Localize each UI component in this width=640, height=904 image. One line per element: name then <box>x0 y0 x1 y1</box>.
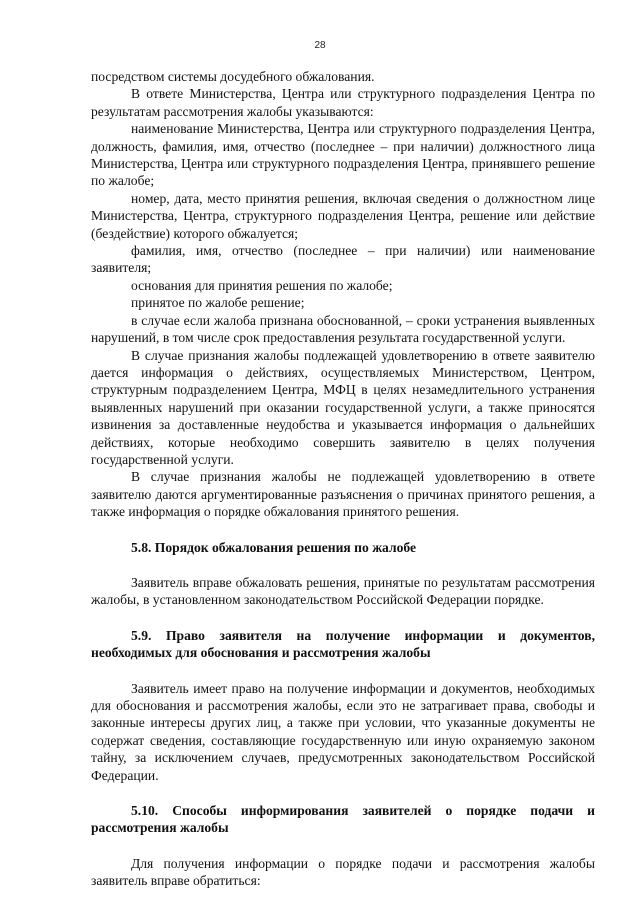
list-item: основания для принятия решения по жалобе; <box>131 277 393 293</box>
list-item: наименование Министерства, Центра или структурного подразделения Центра, должность, фамилия, имя, отчество (последнее – при наличии) должностного лица Министерства, Центра или структурного подразделения Центра, принявшего решение по жалобе; <box>91 121 595 189</box>
paragraph: В ответе Министерства, Центра или структурного подразделения Центра по результатам рассмотрения жалобы указываются: <box>91 86 595 119</box>
section-text-5-10: Для получения информации о порядке подачи и рассмотрения жалобы заявитель вправе обратиться: <box>91 855 595 889</box>
paragraph: В случае признания жалобы не подлежащей удовлетворению в ответе заявителю даются аргументированные разъяснения о причинах принятого решения, а также информация о порядке обжалования принятого решения. <box>91 469 595 520</box>
paragraph: посредством системы досудебного обжалования. <box>91 69 375 84</box>
list-item: номер, дата, место принятия решения, включая сведения о должностном лице Министерства, Центра, структурного подразделения Центра, решение или действие (бездействие) которого обжалуется; <box>91 190 595 241</box>
section-heading-5-9: 5.9. Право заявителя на получение информации и документов, необходимых для обоснования и рассмотрения жалобы <box>91 627 595 661</box>
section-heading-5-8: 5.8. Порядок обжалования решения по жалобе <box>131 539 417 555</box>
list-item: в случае если жалоба признана обоснованной, – сроки устранения выявленных нарушений, в том числе срок предоставления результата государственной услуги. <box>91 312 595 346</box>
section-text-5-8: Заявитель вправе обжаловать решения, принятые по результатам рассмотрения жалобы, в установленном законодательством Российской Федерации порядке. <box>91 574 595 608</box>
page-content <box>91 68 595 890</box>
paragraph: В случае признания жалобы подлежащей удовлетворению в ответе заявителю дается информация о действиях, осуществляемых Министерством, Центром, структурным подразделением Центра, МФЦ в целях незамедлительного устранения выявленных нарушений при оказании государственной услуги, а также приносятся извинения за доставленные неудобства и указывается информация о дальнейших действиях, которые необходимо совершить заявителю в целях получения государственной услуги. <box>91 347 595 467</box>
list-item: принятое по жалобе решение; <box>131 295 305 311</box>
section-text-5-9: Заявитель имеет право на получение информации и документов, необходимых для обоснования и рассмотрения жалобы, если это не затрагивает права, свободы и законные интересы других лиц, а также при условии, что указанные документы не содержат сведения, составляющие государственную или иную охраняемую законом тайну, за исключением случаев, предусмотренных законодательством Российской Федерации. <box>91 680 595 783</box>
list-item: фамилия, имя, отчество (последнее – при наличии) или наименование заявителя; <box>91 243 595 276</box>
page-number: 28 <box>314 40 326 51</box>
section-heading-5-10: 5.10. Способы информирования заявителей о порядке подачи и рассмотрения жалобы <box>91 803 595 836</box>
